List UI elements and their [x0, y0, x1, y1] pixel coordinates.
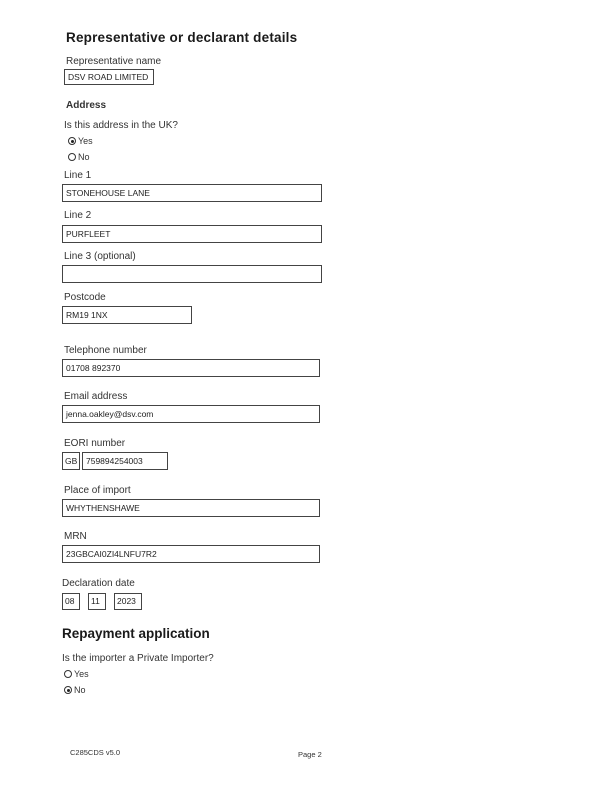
address-line3-label: Line 3 (optional) [64, 251, 136, 262]
footer-page-number: Page 2 [298, 750, 322, 759]
place-of-import-field[interactable]: WHYTHENSHAWE [62, 499, 320, 517]
in-uk-no-option[interactable] [68, 152, 90, 162]
telephone-label: Telephone number [64, 345, 147, 356]
address-line2-label: Line 2 [64, 210, 92, 221]
mrn-label: MRN [64, 531, 87, 542]
in-uk-yes-radio[interactable] [68, 137, 76, 145]
address-line3-field[interactable] [62, 265, 322, 283]
in-uk-yes-option[interactable] [68, 136, 93, 146]
telephone-field[interactable]: 01708 892370 [62, 359, 320, 377]
postcode-field[interactable]: RM19 1NX [62, 306, 192, 324]
mrn-field[interactable]: 23GBCAI0ZI4LNFU7R2 [62, 545, 320, 563]
private-no-option[interactable] [64, 685, 86, 695]
email-field[interactable]: jenna.oakley@dsv.com [62, 405, 320, 423]
place-of-import-label: Place of import [64, 485, 131, 496]
repayment-heading: Repayment application [62, 626, 210, 641]
representative-name-label: Representative name [66, 56, 162, 67]
in-uk-no-radio[interactable] [68, 153, 76, 161]
private-no-radio[interactable] [64, 686, 72, 694]
address-line2-field[interactable]: PURFLEET [62, 225, 322, 243]
private-yes-label: Yes [74, 669, 89, 679]
in-uk-no-label: No [78, 152, 90, 162]
address-heading: Address [66, 100, 107, 111]
in-uk-yes-label: Yes [78, 136, 93, 146]
in-uk-question: Is this address in the UK? [64, 120, 178, 131]
postcode-label: Postcode [64, 292, 106, 303]
eori-number-field[interactable]: 759894254003 [82, 452, 168, 470]
declaration-month-field[interactable]: 11 [88, 593, 106, 610]
private-importer-question: Is the importer a Private Importer? [62, 653, 214, 664]
address-line1-field[interactable]: STONEHOUSE LANE [62, 184, 322, 202]
eori-prefix-box: GB [62, 452, 80, 470]
email-label: Email address [64, 391, 128, 402]
eori-label: EORI number [64, 438, 126, 449]
private-yes-option[interactable] [64, 669, 89, 679]
declaration-year-field[interactable]: 2023 [114, 593, 142, 610]
declaration-date-label: Declaration date [62, 578, 135, 589]
representative-name-field[interactable]: DSV ROAD LIMITED [64, 69, 154, 85]
address-line1-label: Line 1 [64, 170, 92, 181]
private-yes-radio[interactable] [64, 670, 72, 678]
declaration-day-field[interactable]: 08 [62, 593, 80, 610]
footer-form-code: C285CDS v5.0 [70, 748, 121, 757]
private-no-label: No [74, 685, 86, 695]
representative-heading: Representative or declarant details [66, 30, 298, 45]
